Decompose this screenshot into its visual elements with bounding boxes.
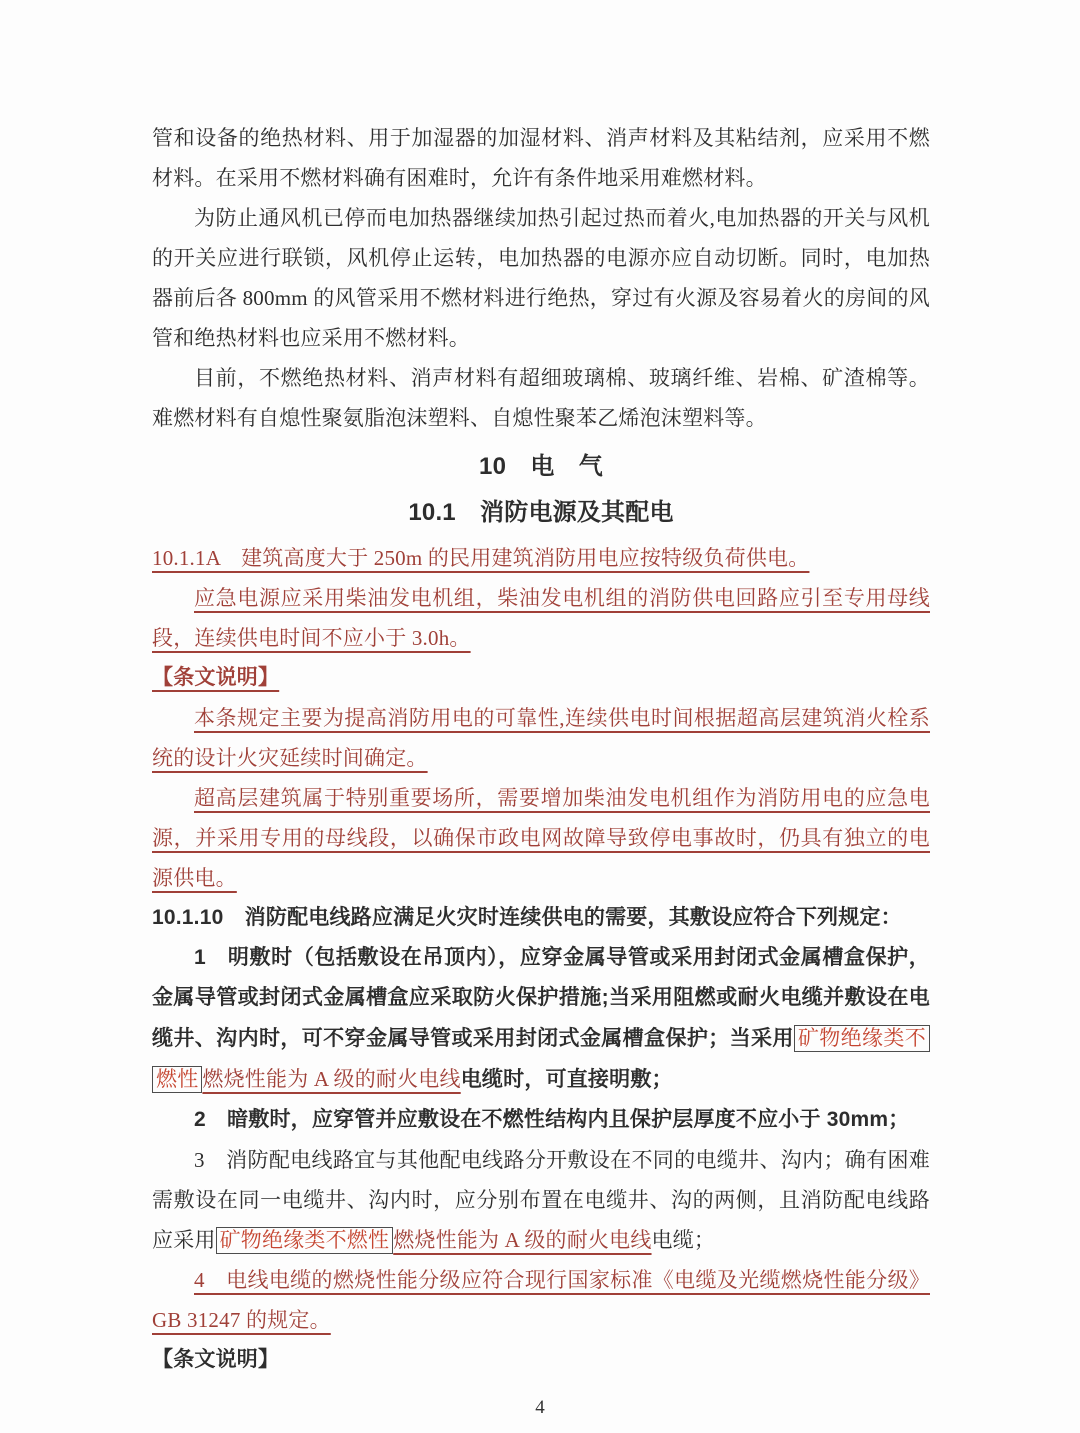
explanation-paragraph-1: 本条规定主要为提高消防用电的可靠性,连续供电时间根据超高层建筑消火栓系统的设计火灾延续时间确定。 — [152, 706, 930, 770]
item-3-inserted-text: 燃烧性能为 A 级的耐火电线 — [393, 1228, 652, 1252]
clause-10-1-10-item-1 — [152, 938, 930, 1100]
item-3-tail-text: 电缆； — [651, 1228, 716, 1252]
explanation-paragraph-2: 超高层建筑属于特别重要场所，需要增加柴油发电机组作为消防用电的应急电源，并采用专用的母线段，以确保市政电网故障导致停电事故时，仍具有独立的电源供电。 — [152, 786, 930, 890]
paragraph-material-examples: 目前，不燃绝热材料、消声材料有超细玻璃棉、玻璃纤维、岩棉、矿渣棉等。难燃材料有自熄性聚氨脂泡沫塑料、自熄性聚苯乙烯泡沫塑料等。 — [152, 366, 930, 430]
paragraph-insulation-materials: 管和设备的绝热材料、用于加湿器的加湿材料、消声材料及其粘结剂，应采用不燃材料。在采用不燃材料确有困难时，允许有条件地采用难燃材料。 — [152, 126, 930, 190]
clause-10-1-10-item-4: 4 电线电缆的燃烧性能分级应符合现行国家标准《电缆及光缆燃烧性能分级》GB 31247 的规定。 — [152, 1268, 930, 1332]
section-heading: 10.1 消防电源及其配电 — [408, 499, 674, 526]
clause-10-1-1A-line: 10.1.1A 建筑高度大于 250m 的民用建筑消防用电应按特级负荷供电。 — [152, 546, 810, 570]
item-3-deleted-boxed-text: 矿物绝缘类不燃性 — [216, 1227, 394, 1254]
page-number: 4 — [535, 1397, 545, 1418]
item-1-inserted-text: 燃烧性能为 A 级的耐火电线 — [202, 1067, 461, 1091]
explanation-label-red: 【条文说明】 — [152, 666, 280, 689]
paragraph-heater-interlock: 为防止通风机已停而电加热器继续加热引起过热而着火,电加热器的开关与风机的开关应进行联锁，风机停止运转，电加热器的电源亦应自动切断。同时，电加热器前后各 800mm 的风管采用不燃材料进行绝热，穿过有火源及容易着火的房间的风管和绝热材料也应采用不燃材料。 — [152, 206, 930, 350]
item-1-deleted-boxed-text: 矿物绝缘类不燃性 — [152, 1025, 930, 1093]
item-1-tail-text: 电缆时，可直接明敷； — [460, 1068, 673, 1091]
item-3-text: 3 消防配电线路宜与其他配电线路分开敷设在不同的电缆井、沟内；确有困难需敷设在同一电缆井、沟内时，应分别布置在电缆井、沟的两侧，且消防配电线路应采用 — [152, 1148, 930, 1252]
clause-10-1-1A-paragraph: 应急电源应采用柴油发电机组，柴油发电机组的消防供电回路应引至专用母线段，连续供电时间不应小于 3.0h。 — [152, 586, 930, 650]
explanation-label-black: 【条文说明】 — [152, 1348, 280, 1371]
item-1-text: 1 明敷时（包括敷设在吊顶内），应穿金属导管或采用封闭式金属槽盒保护，金属导管或封闭式金属槽盒应采取防火保护措施;当采用阻燃或耐火电缆并敷设在电缆井、沟内时，可不穿金属导管或采用封闭式金属槽盒保护；当采用 — [152, 946, 930, 1050]
clause-10-1-10-item-2: 2 暗敷时，应穿管并应敷设在不燃性结构内且保护层厚度不应小于 30mm； — [194, 1108, 910, 1131]
clause-10-1-10-intro: 10.1.10 消防配电线路应满足火灾时连续供电的需要，其敷设应符合下列规定： — [152, 906, 902, 929]
chapter-heading: 10 电 气 — [479, 453, 603, 480]
clause-10-1-10-item-3 — [152, 1140, 930, 1260]
